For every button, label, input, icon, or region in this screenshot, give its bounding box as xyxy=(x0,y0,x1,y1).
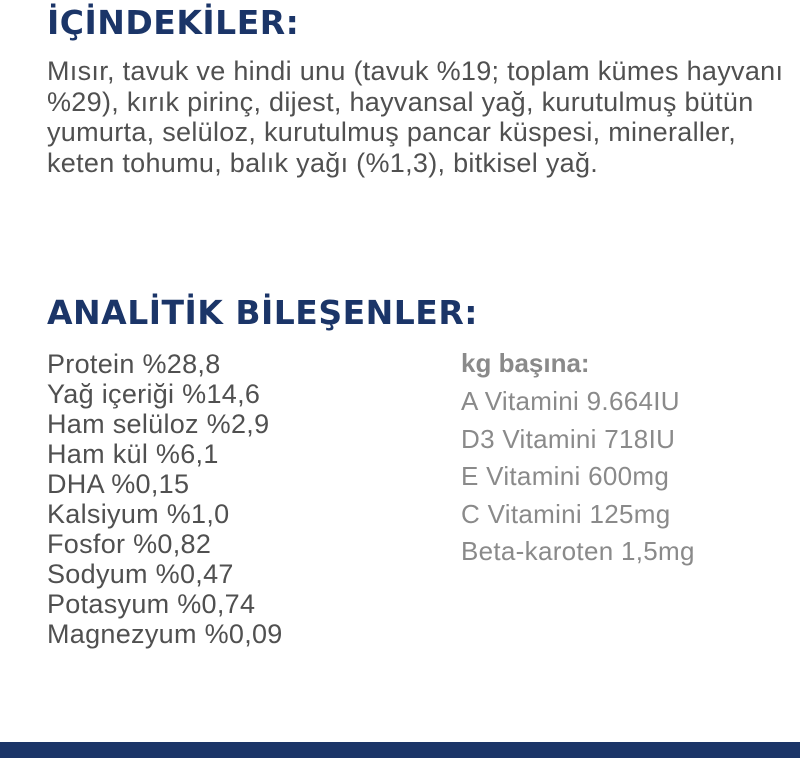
vitamin-item-d3: D3 Vitamini 718IU xyxy=(461,423,676,454)
analytical-item-crude-ash: Ham kül %6,1 xyxy=(47,439,219,469)
ingredients-title: İÇİNDEKİLER: xyxy=(47,3,300,42)
analytical-item-crude-fibre: Ham selüloz %2,9 xyxy=(47,409,270,439)
analytical-item-phosphorus: Fosfor %0,82 xyxy=(47,529,212,559)
analytical-item-fat: Yağ içeriği %14,6 xyxy=(47,379,261,409)
vitamin-item-e: E Vitamini 600mg xyxy=(461,461,670,491)
analytical-item-dha: DHA %0,15 xyxy=(47,469,190,499)
analytical-item-potassium: Potasyum %0,74 xyxy=(47,589,256,619)
vitamin-item-c: C Vitamini 125mg xyxy=(461,498,671,529)
ingredients-text: Mısır, tavuk ve hindi unu (tavuk %19; toplam kümes hayvanı %29), kırık pirinç, dijest, hayvansal yağ, kurutulmuş bütün yumurta, selüloz, kurutulmuş pancar küspesi, mineraller, keten tohumu, balık yağı (%1,3), bitkisel yağ. xyxy=(47,56,784,178)
per-kg-block xyxy=(461,348,695,571)
vitamin-list xyxy=(461,383,695,571)
analytical-item-protein: Protein %28,8 xyxy=(47,349,221,379)
bottom-brand-bar xyxy=(0,742,800,758)
analytical-item-magnesium: Magnezyum %0,09 xyxy=(47,619,283,649)
analytical-components-list xyxy=(47,349,283,649)
per-kg-header: kg başına: xyxy=(461,348,590,378)
analytical-components-title: ANALİTİK BİLEŞENLER: xyxy=(47,293,478,332)
analytical-item-sodium: Sodyum %0,47 xyxy=(47,559,234,589)
vitamin-item-beta-carotene: Beta-karoten 1,5mg xyxy=(461,536,695,566)
vitamin-item-a: A Vitamini 9.664IU xyxy=(461,386,680,416)
analytical-item-calcium: Kalsiyum %1,0 xyxy=(47,499,230,529)
